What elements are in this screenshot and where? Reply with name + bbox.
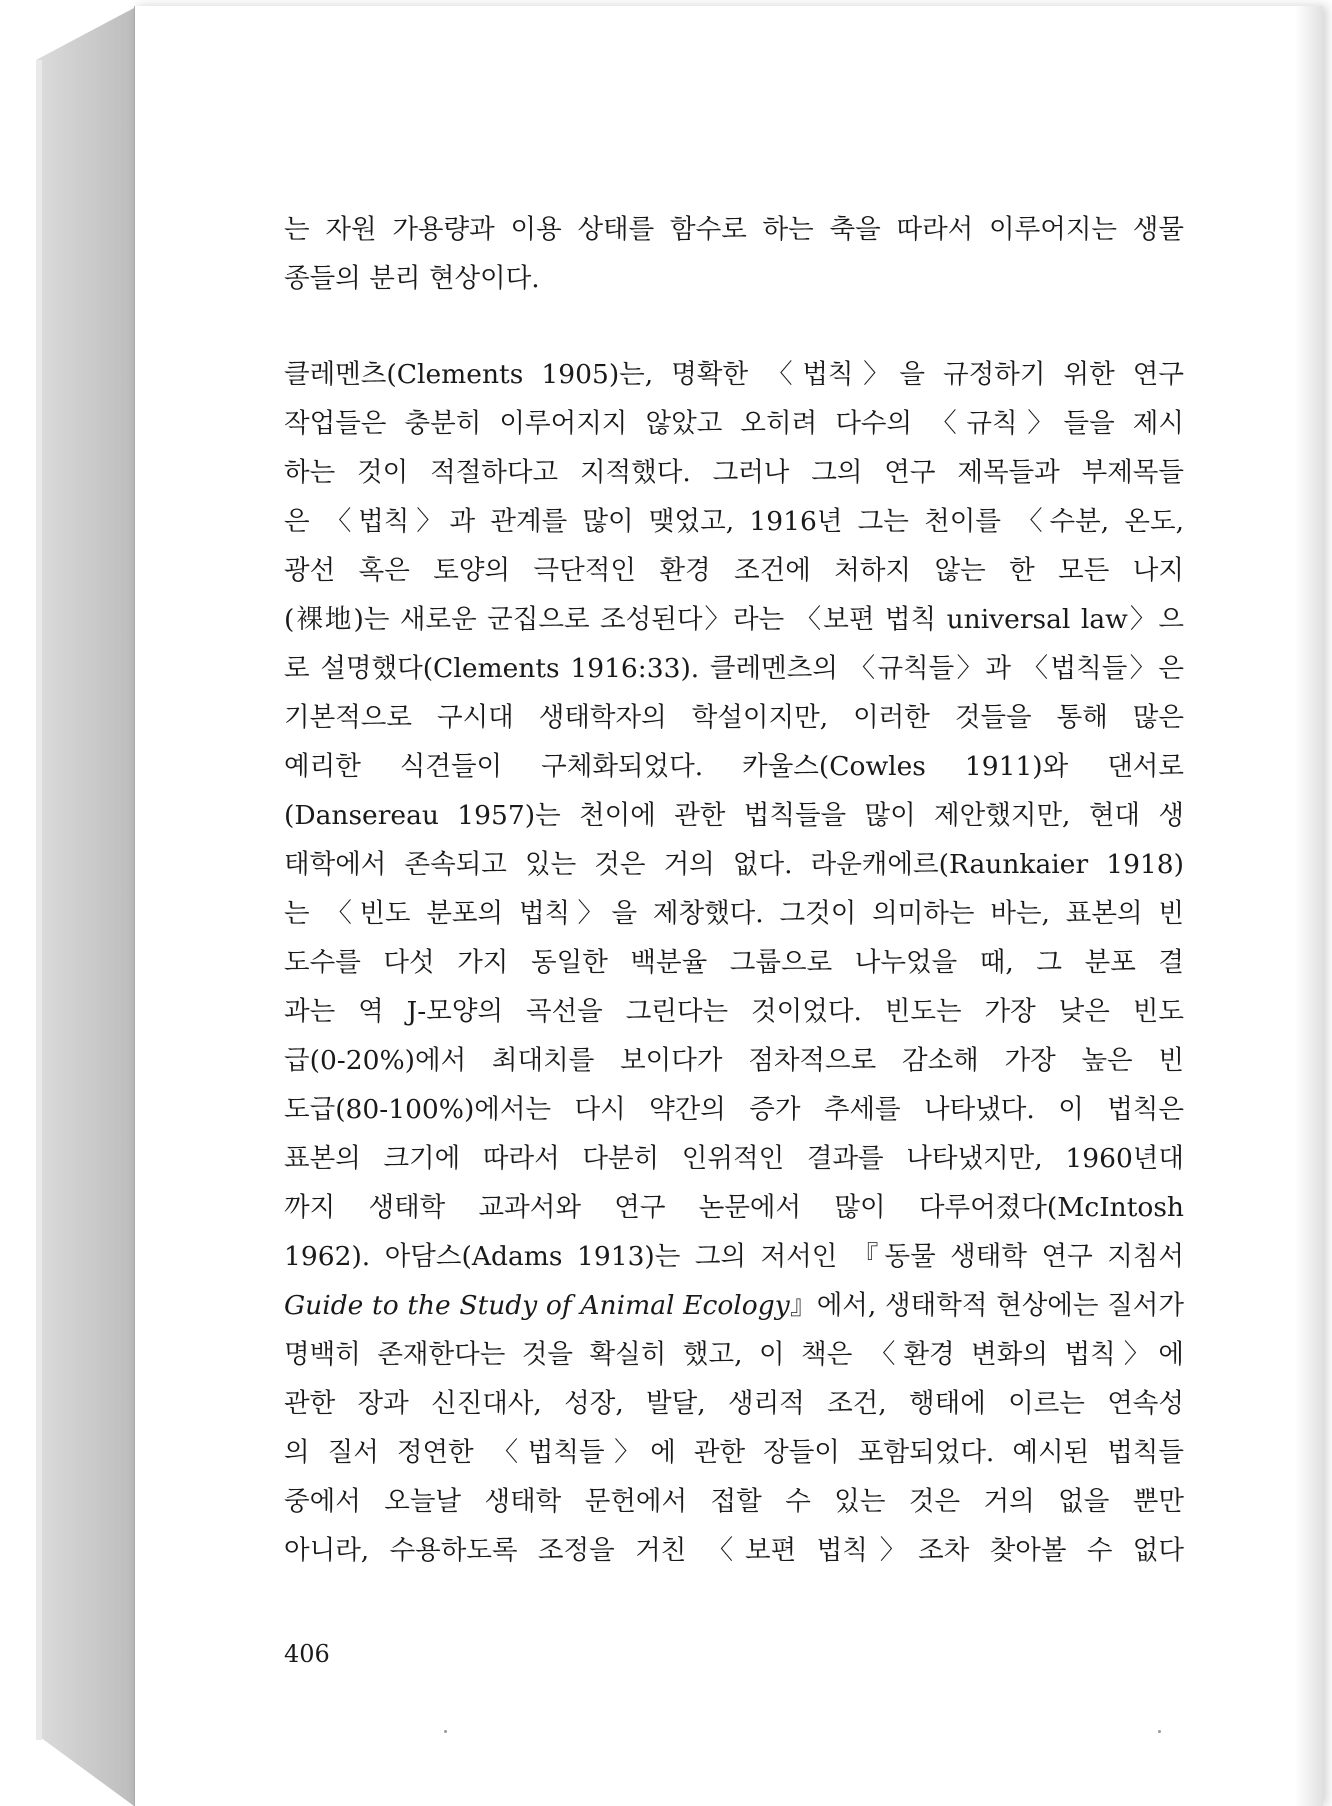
text-line: 는 자원 가용량과 이용 상태를 함수로 하는 축을 따라서 이루어지는 생물: [284, 214, 1184, 245]
text-line: 1962). 아담스(Adams 1913)는 그의 저서인 『동물 생태학 연구 지침서: [284, 1241, 1184, 1272]
text-line: 은 〈법칙〉과 관계를 많이 맺었고, 1916년 그는 천이를 〈수분, 온도,: [284, 506, 1184, 537]
paper-speck: [444, 1730, 447, 1733]
book-title-italic: Guide to the Study of Animal Ecology: [284, 1290, 790, 1321]
text-line: 작업들은 충분히 이루어지지 않았고 오히려 다수의 〈규칙〉들을 제시: [284, 408, 1184, 439]
text-line: 중에서 오늘날 생태학 문헌에서 접할 수 있는 것은 거의 없을 뿐만: [284, 1486, 1184, 1517]
text-line: 도수를 다섯 가지 동일한 백분율 그룹으로 나누었을 때, 그 분포 결: [284, 947, 1184, 978]
text-line: 로 설명했다(Clements 1916:33). 클레멘츠의 〈규칙들〉과 〈법칙들〉은: [284, 653, 1184, 684]
text-line: 클레멘츠(Clements 1905)는, 명확한 〈법칙〉을 규정하기 위한 연구: [284, 359, 1184, 390]
text-line: (裸地)는 새로운 군집으로 조성된다〉라는 〈보편 법칙 universal law〉으: [284, 604, 1184, 635]
text-line: (Dansereau 1957)는 천이에 관한 법칙들을 많이 제안했지만, 현대 생: [284, 800, 1184, 831]
book-spine: [36, 8, 134, 1806]
text-line: 종들의 분리 현상이다.: [284, 263, 540, 294]
text-line: 의 질서 정연한 〈법칙들〉에 관한 장들이 포함되었다. 예시된 법칙들: [284, 1437, 1184, 1468]
page-edge-shadow: [1295, 6, 1323, 1806]
text-line: 기본적으로 구시대 생태학자의 학설이지만, 이러한 것들을 통해 많은: [284, 702, 1184, 733]
text-line: 관한 장과 신진대사, 성장, 발달, 생리적 조건, 행태에 이르는 연속성: [284, 1388, 1184, 1419]
paper-speck: [1158, 1730, 1161, 1733]
text-line: 광선 혹은 토양의 극단적인 환경 조건에 처하지 않는 한 모든 나지: [284, 555, 1184, 586]
text-line: 과는 역 J-모양의 곡선을 그린다는 것이었다. 빈도는 가장 낮은 빈도: [284, 996, 1184, 1027]
text-line: 까지 생태학 교과서와 연구 논문에서 많이 다루어졌다(McIntosh: [284, 1192, 1184, 1223]
text-line: 아니라, 수용하도록 조정을 거친 〈보편 법칙〉조차 찾아볼 수 없다: [284, 1535, 1184, 1566]
text-line: 태학에서 존속되고 있는 것은 거의 없다. 라운캐에르(Raunkaier 1918): [284, 849, 1184, 880]
text-line: 명백히 존재한다는 것을 확실히 했고, 이 책은 〈환경 변화의 법칙〉에: [284, 1339, 1184, 1370]
text-line: 하는 것이 적절하다고 지적했다. 그러나 그의 연구 제목들과 부제목들: [284, 457, 1184, 488]
text-line-italic-title: [284, 1281, 1184, 1330]
book-spine-edge: [36, 60, 42, 1740]
text-line: 도급(80-100%)에서는 다시 약간의 증가 추세를 나타냈다. 이 법칙은: [284, 1094, 1184, 1125]
text-line: 급(0-20%)에서 최대치를 보이다가 점차적으로 감소해 가장 높은 빈: [284, 1045, 1184, 1076]
page-number: 406: [284, 1640, 330, 1668]
page-text: [284, 205, 1184, 1575]
text-line-rest: 』에서, 생태학적 현상에는 질서가: [789, 1290, 1184, 1321]
paragraph-gap: [284, 303, 1184, 350]
text-line: 는 〈빈도 분포의 법칙〉을 제창했다. 그것이 의미하는 바는, 표본의 빈: [284, 898, 1184, 929]
text-line: 표본의 크기에 따라서 다분히 인위적인 결과를 나타냈지만, 1960년대: [284, 1143, 1184, 1174]
text-line: 예리한 식견들이 구체화되었다. 카울스(Cowles 1911)와 댄서로: [284, 751, 1184, 782]
